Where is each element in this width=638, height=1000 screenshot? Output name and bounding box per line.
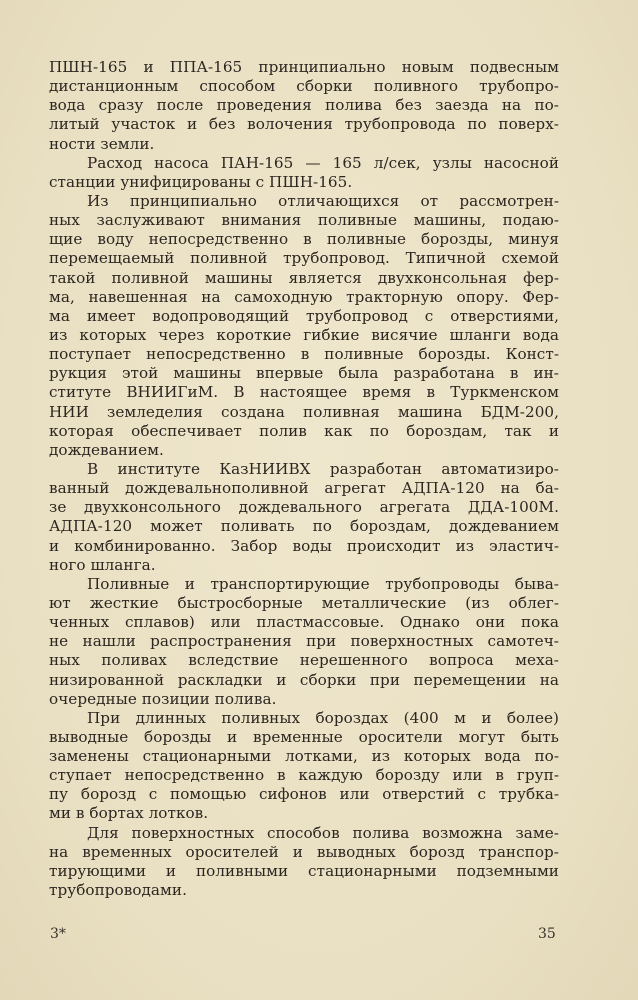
text-line: не нашли распространения при поверхностных самотеч- <box>49 632 559 651</box>
text-line: из которых через короткие гибкие висячие шланги вода <box>49 325 559 344</box>
text-line: выводные борозды и временные оросители могут быть <box>49 727 559 746</box>
text-line: Из принципиально отличающихся от рассмотрен- <box>87 191 559 210</box>
text-line: станции унифицированы с ПШН-165. <box>49 172 353 191</box>
text-line: ности земли. <box>49 134 155 153</box>
paragraph <box>49 154 559 192</box>
text-line: тирующими и поливными стационарными подземными <box>49 861 559 880</box>
text-line: щие воду непосредственно в поливные борозды, минуя <box>49 230 559 249</box>
text-line: ных заслуживают внимания поливные машины, подаю- <box>49 211 559 230</box>
text-line: низированной раскладки и сборки при перемещении на <box>49 670 559 689</box>
text-line: Расход насоса ПАН-165 — 165 л/сек, узлы насосной <box>87 153 559 172</box>
body-text <box>49 58 559 900</box>
text-line: В институте КазНИИВХ разработан автоматизиро- <box>87 459 559 478</box>
text-line: АДПА-120 может поливать по бороздам, дождеванием <box>49 517 559 536</box>
paragraph <box>49 58 559 154</box>
text-line: ПШН-165 и ППА-165 принципиально новым подвесным <box>49 58 559 76</box>
text-line: дождеванием. <box>49 440 164 459</box>
text-line: такой поливной машины является двухконсольная фер- <box>49 268 559 287</box>
text-line: ченных сплавов) или пластмассовые. Однако они пока <box>49 613 559 632</box>
text-line: очередные позиции полива. <box>49 689 277 708</box>
text-line: Для поверхностных способов полива возможна заме- <box>87 823 559 842</box>
paragraph <box>49 709 559 824</box>
text-line: ма, навешенная на самоходную тракторную опору. Фер- <box>49 287 559 306</box>
text-line: ступает непосредственно в каждую борозду или в груп- <box>49 766 559 785</box>
paragraph <box>49 575 559 709</box>
text-line: и комбинированно. Забор воды происходит из эластич- <box>49 536 559 555</box>
text-line: которая обеспечивает полив как по бороздам, так и <box>49 421 559 440</box>
text-line: поступает непосредственно в поливные борозды. Конст- <box>49 345 559 364</box>
text-line: трубопроводами. <box>49 881 187 900</box>
text-line: При длинных поливных бороздах (400 м и более) <box>87 708 559 727</box>
text-line: на временных оросителей и выводных борозд транспор- <box>49 842 559 861</box>
text-line: НИИ земледелия создана поливная машина БДМ-200, <box>49 402 559 421</box>
text-line: заменены стационарными лотками, из которых вода по- <box>49 747 559 766</box>
page-number: 35 <box>538 926 556 942</box>
text-line: перемещаемый поливной трубопровод. Типичной схемой <box>49 249 559 268</box>
text-line: вода сразу после проведения полива без заезда на по- <box>49 96 559 115</box>
paragraph <box>49 192 559 460</box>
text-line: пу борозд с помощью сифонов или отверстий с трубка- <box>49 785 559 804</box>
printer-signature-mark: 3* <box>50 926 66 942</box>
text-line: рукция этой машины впервые была разработана в ин- <box>49 364 559 383</box>
text-line: ют жесткие быстросборные металлические (из облег- <box>49 593 559 612</box>
paragraph <box>49 824 559 901</box>
text-line: ных поливах вследствие нерешенного вопроса меха- <box>49 651 559 670</box>
text-line: дистанционным способом сборки поливного трубопро- <box>49 77 559 96</box>
text-line: литый участок и без волочения трубопровода по поверх- <box>49 115 559 134</box>
text-line: ма имеет водопроводящий трубопровод с отверстиями, <box>49 306 559 325</box>
text-line: ституте ВНИИГиМ. В настоящее время в Туркменском <box>49 383 559 402</box>
text-line: ванный дождевальнополивной агрегат АДПА-120 на ба- <box>49 479 559 498</box>
text-line: ного шланга. <box>49 555 156 574</box>
text-line: зе двухконсольного дождевального агрегата ДДА-100М. <box>49 498 559 517</box>
text-line: Поливные и транспортирующие трубопроводы быва- <box>87 574 559 593</box>
text-line: ми в бортах лотков. <box>49 804 209 823</box>
paragraph <box>49 460 559 575</box>
